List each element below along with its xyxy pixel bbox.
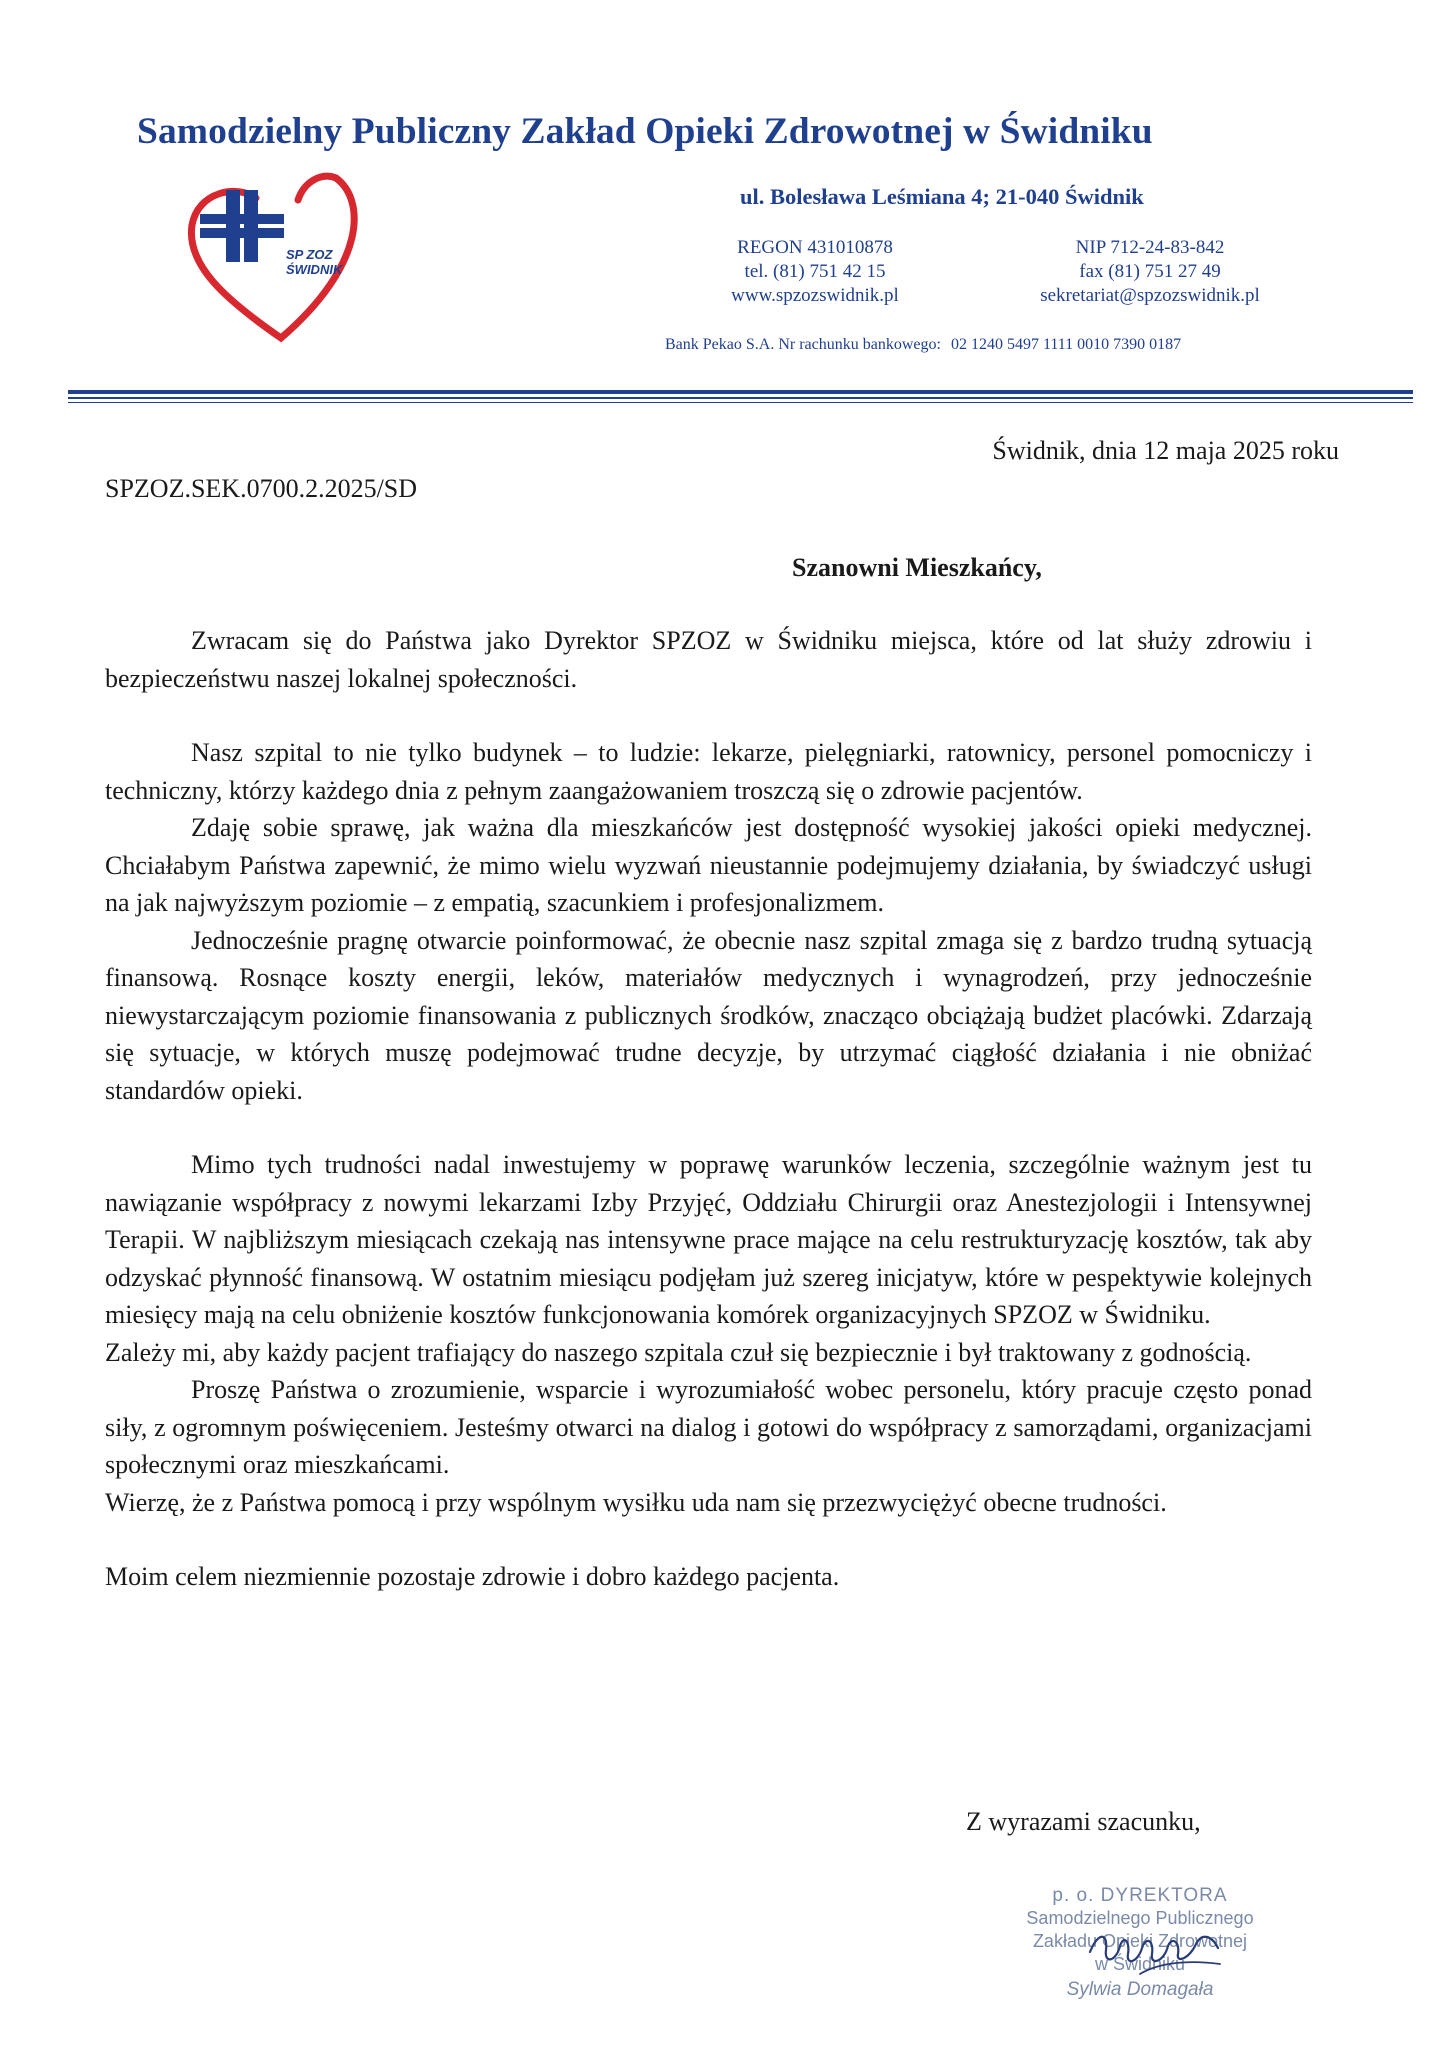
logo-text-line2: ŚWIDNIK: [286, 262, 343, 277]
regon: REGON 431010878: [737, 237, 893, 258]
header-divider-hairline: [68, 402, 1413, 403]
handwritten-signature-icon: [1080, 1912, 1230, 1982]
institution-name: Samodzielny Publiczny Zakład Opieki Zdrowotnej w Świdniku: [137, 111, 1153, 152]
paragraph: Nasz szpital to nie tylko budynek – to ludzie: lekarze, pielęgniarki, ratownicy, personel pomocniczy i techniczny, którzy każdego dnia z pełnym zaangażowaniem troszczą się o zdrowie pacjentów.: [105, 738, 1312, 805]
paragraph: Jednocześnie pragnę otwarcie poinformować, że obecnie nasz szpital zmaga się z bardzo trudną sytuacją finansową. Rosnące koszty energii, leków, materiałów medycznych i wynagrodzeń, przy jednocześnie niewystarczającym poziomie finansowania z publicznych środków, znacząco obciążają budżet placówki. Zdarzają się sytuacje, w których muszę podejmować trudne decyzje, by utrzymać ciągłość działania i nie obniżać standardów opieki.: [105, 925, 1312, 1105]
fax: fax (81) 751 27 49: [1079, 261, 1221, 282]
paragraph: Zdaję sobie sprawę, jak ważna dla mieszkańców jest dostępność wysokiej jakości opieki medycznej. Chciałabym Państwa zapewnić, że mimo wielu wyzwań nieustannie podejmujemy działania, by świadczyć usługi na jak najwyższym poziomie – z empatią, szacunkiem i profesjonalizmem.: [105, 813, 1312, 917]
bank-account-line: [665, 336, 1181, 354]
logo-text-line1: SP ZOZ: [286, 247, 333, 262]
salutation: Szanowni Mieszkańcy,: [792, 553, 1042, 582]
stamp-line: Zakładu Opieki Zdrowotnej: [1032, 1931, 1248, 1951]
stamp-line: Samodzielnego Publicznego: [1026, 1908, 1254, 1928]
letter-body: [105, 622, 1312, 1596]
closing-phrase: Z wyrazami szacunku,: [966, 1807, 1201, 1836]
paragraph: Moim celem niezmiennie pozostaje zdrowie i dobro każdego pacjenta.: [105, 1562, 840, 1591]
contact-right-column: [1000, 236, 1300, 308]
letter-date: Świdnik, dnia 12 maja 2025 roku: [992, 436, 1339, 465]
paragraph: Zależy mi, aby każdy pacjent trafiający do naszego szpitala czuł się bezpiecznie i był traktowany z godnością.: [105, 1337, 1252, 1367]
contact-left-column: [690, 236, 940, 308]
institution-address: ul. Bolesława Leśmiana 4; 21-040 Świdnik: [740, 184, 1144, 209]
paragraph: Wierzę, że z Państwa pomocą i przy wspólnym wysiłku uda nam się przezwyciężyć obecne trudności.: [105, 1487, 1167, 1517]
telephone: tel. (81) 751 42 15: [744, 261, 886, 282]
bank-label: Bank Pekao S.A. Nr rachunku bankowego:: [665, 336, 941, 353]
stamp-line: w Świdniku: [1094, 1954, 1186, 1974]
header-divider-thin: [68, 397, 1413, 399]
paragraph: Zwracam się do Państwa jako Dyrektor SPZOZ w Świdniku miejsca, które od lat służy zdrowiu i bezpieczeństwu naszej lokalnej społeczności.: [105, 626, 1312, 693]
paragraph: Mimo tych trudności nadal inwestujemy w poprawę warunków leczenia, szczególnie ważnym jest tu nawiązanie współpracy z nowymi lekarzami Izby Przyjęć, Oddziału Chirurgii oraz Anestezjologii i Intensywnej Terapii. W najbliższym miesiącach czekają nas intensywne prace mające na celu restrukturyzację kosztów, tak aby odzyskać płynność finansową. W ostatnim miesiącu podjęłam już szereg inicjatyw, które w pespektywie kolejnych miesięcy mają na celu obniżenie kosztów funkcjonowania komórek organizacyjnych SPZOZ w Świdniku.: [105, 1150, 1312, 1329]
website: www.spzozswidnik.pl: [731, 285, 899, 306]
stamp-name: Sylwia Domagała: [1066, 1979, 1214, 2000]
email: sekretariat@spzozswidnik.pl: [1040, 285, 1260, 306]
bank-account-number: 02 1240 5497 1111 0010 7390 0187: [950, 336, 1182, 353]
header-divider: [68, 390, 1413, 394]
reference-number: SPZOZ.SEK.0700.2.2025/SD: [105, 474, 418, 503]
logo-text: [286, 247, 342, 277]
stamp-title: p. o. DYREKTORA: [1052, 1885, 1228, 1906]
nip: NIP 712-24-83-842: [1075, 237, 1225, 258]
paragraph: Proszę Państwa o zrozumienie, wsparcie i wyrozumiałość wobec personelu, który pracuje często ponad siły, z ogromnym poświęceniem. Jesteśmy otwarci na dialog i gotowi do współpracy z samorządami, organizacjami społecznymi oraz mieszkańcami.: [105, 1375, 1312, 1479]
red-heart-blue-cross-icon: [186, 170, 378, 350]
